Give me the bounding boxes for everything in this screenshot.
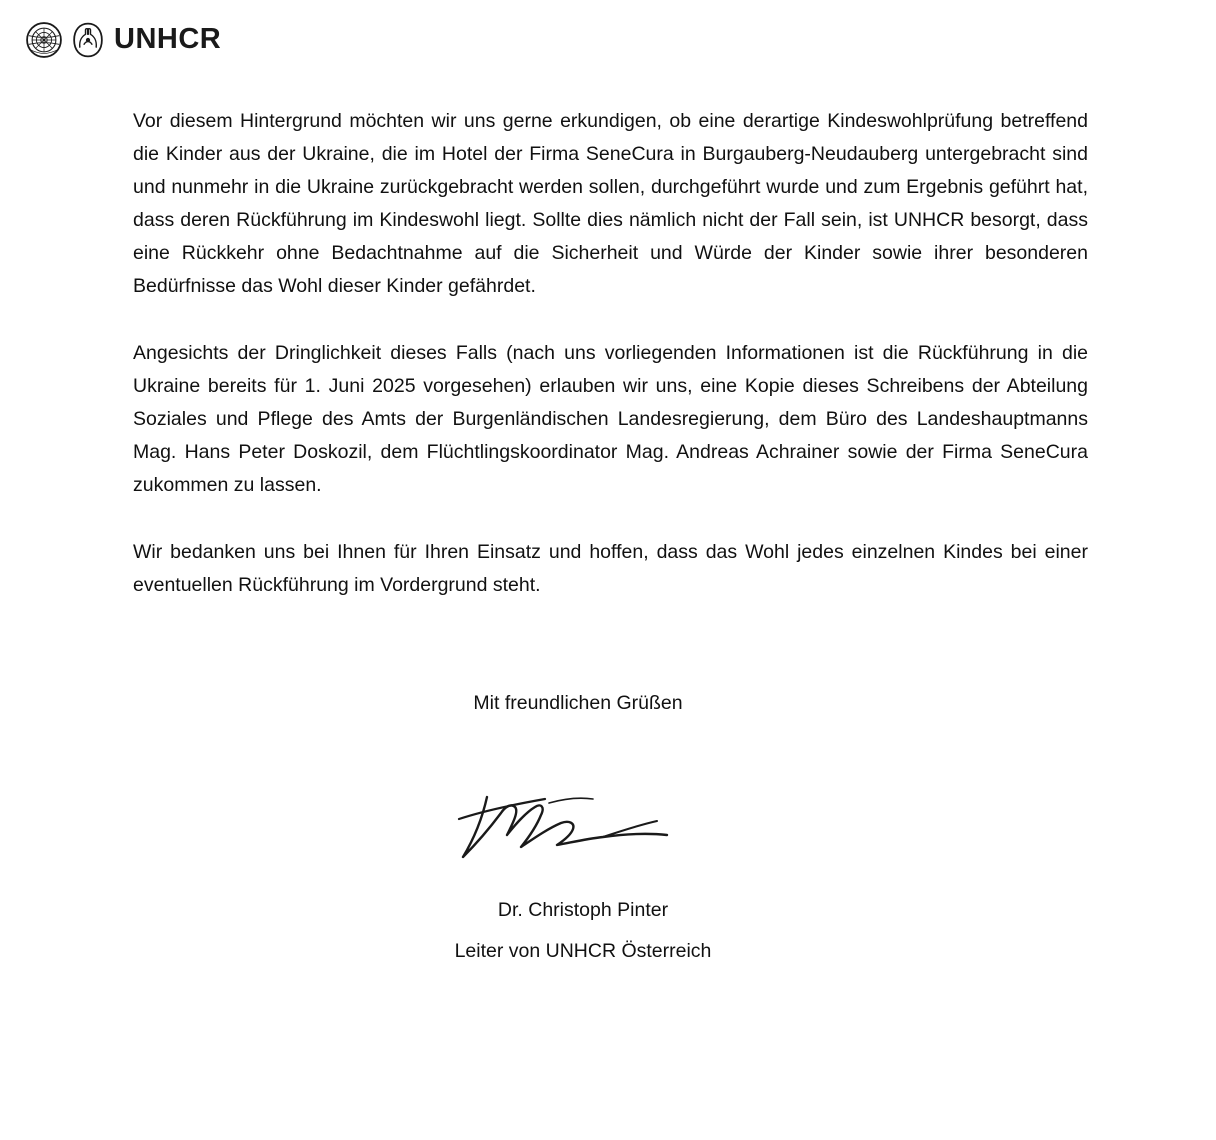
handwritten-signature — [78, 770, 1088, 890]
paragraph-2: Angesichts der Dringlichkeit dieses Falls (nach uns vorliegenden Informationen ist die Rückführung in die Ukraine bereits für 1. Juni 2025 vorgesehen) erlauben wir uns, eine Kopie dieses Schreibens der Abteilung Soziales und Pflege des Amts der Burgenländischen Landesregierung, dem Büro des Landeshauptmanns Mag. Hans Peter Doskozil, dem Flüchtlingskoordinator Mag. Andreas Achrainer sowie der Firma SeneCura zukommen zu lassen. — [133, 342, 1088, 496]
closing-block — [133, 688, 1088, 972]
paragraph-1: Vor diesem Hintergrund möchten wir uns gerne erkundigen, ob eine derartige Kindeswohlprüfung betreffend die Kinder aus der Ukraine, die im Hotel der Firma SeneCura in Burgauberg-Neudauberg untergebracht sind und nunmehr in die Ukraine zurückgebracht werden sollen, durchgeführt wurde und zum Ergebnis geführt hat, dass deren Rückführung im Kindeswohl liegt. Sollte dies nämlich nicht der Fall sein, ist UNHCR besorgt, dass eine Rückkehr ohne Bedachtnahme auf die Sicherheit und Würde der Kinder sowie ihrer besonderen Bedürfnisse das Wohl dieser Kinder gefährdet. — [133, 110, 1088, 297]
unhcr-wordmark: UNHCR — [114, 22, 222, 55]
signer-title: Leiter von UNHCR Österreich — [454, 940, 712, 962]
signer-name: Dr. Christoph Pinter — [497, 899, 669, 921]
letterhead — [26, 22, 221, 58]
paragraph-3: Wir bedanken uns bei Ihnen für Ihren Einsatz und hoffen, dass das Wohl jedes einzelnen Kindes bei einer eventuellen Rückführung im Vordergrund steht. — [133, 541, 1088, 596]
un-emblem-icon — [26, 22, 62, 58]
letter-body — [133, 105, 1088, 602]
unhcr-hands-icon — [72, 22, 104, 58]
salutation: Mit freundlichen Grüßen — [473, 692, 683, 714]
